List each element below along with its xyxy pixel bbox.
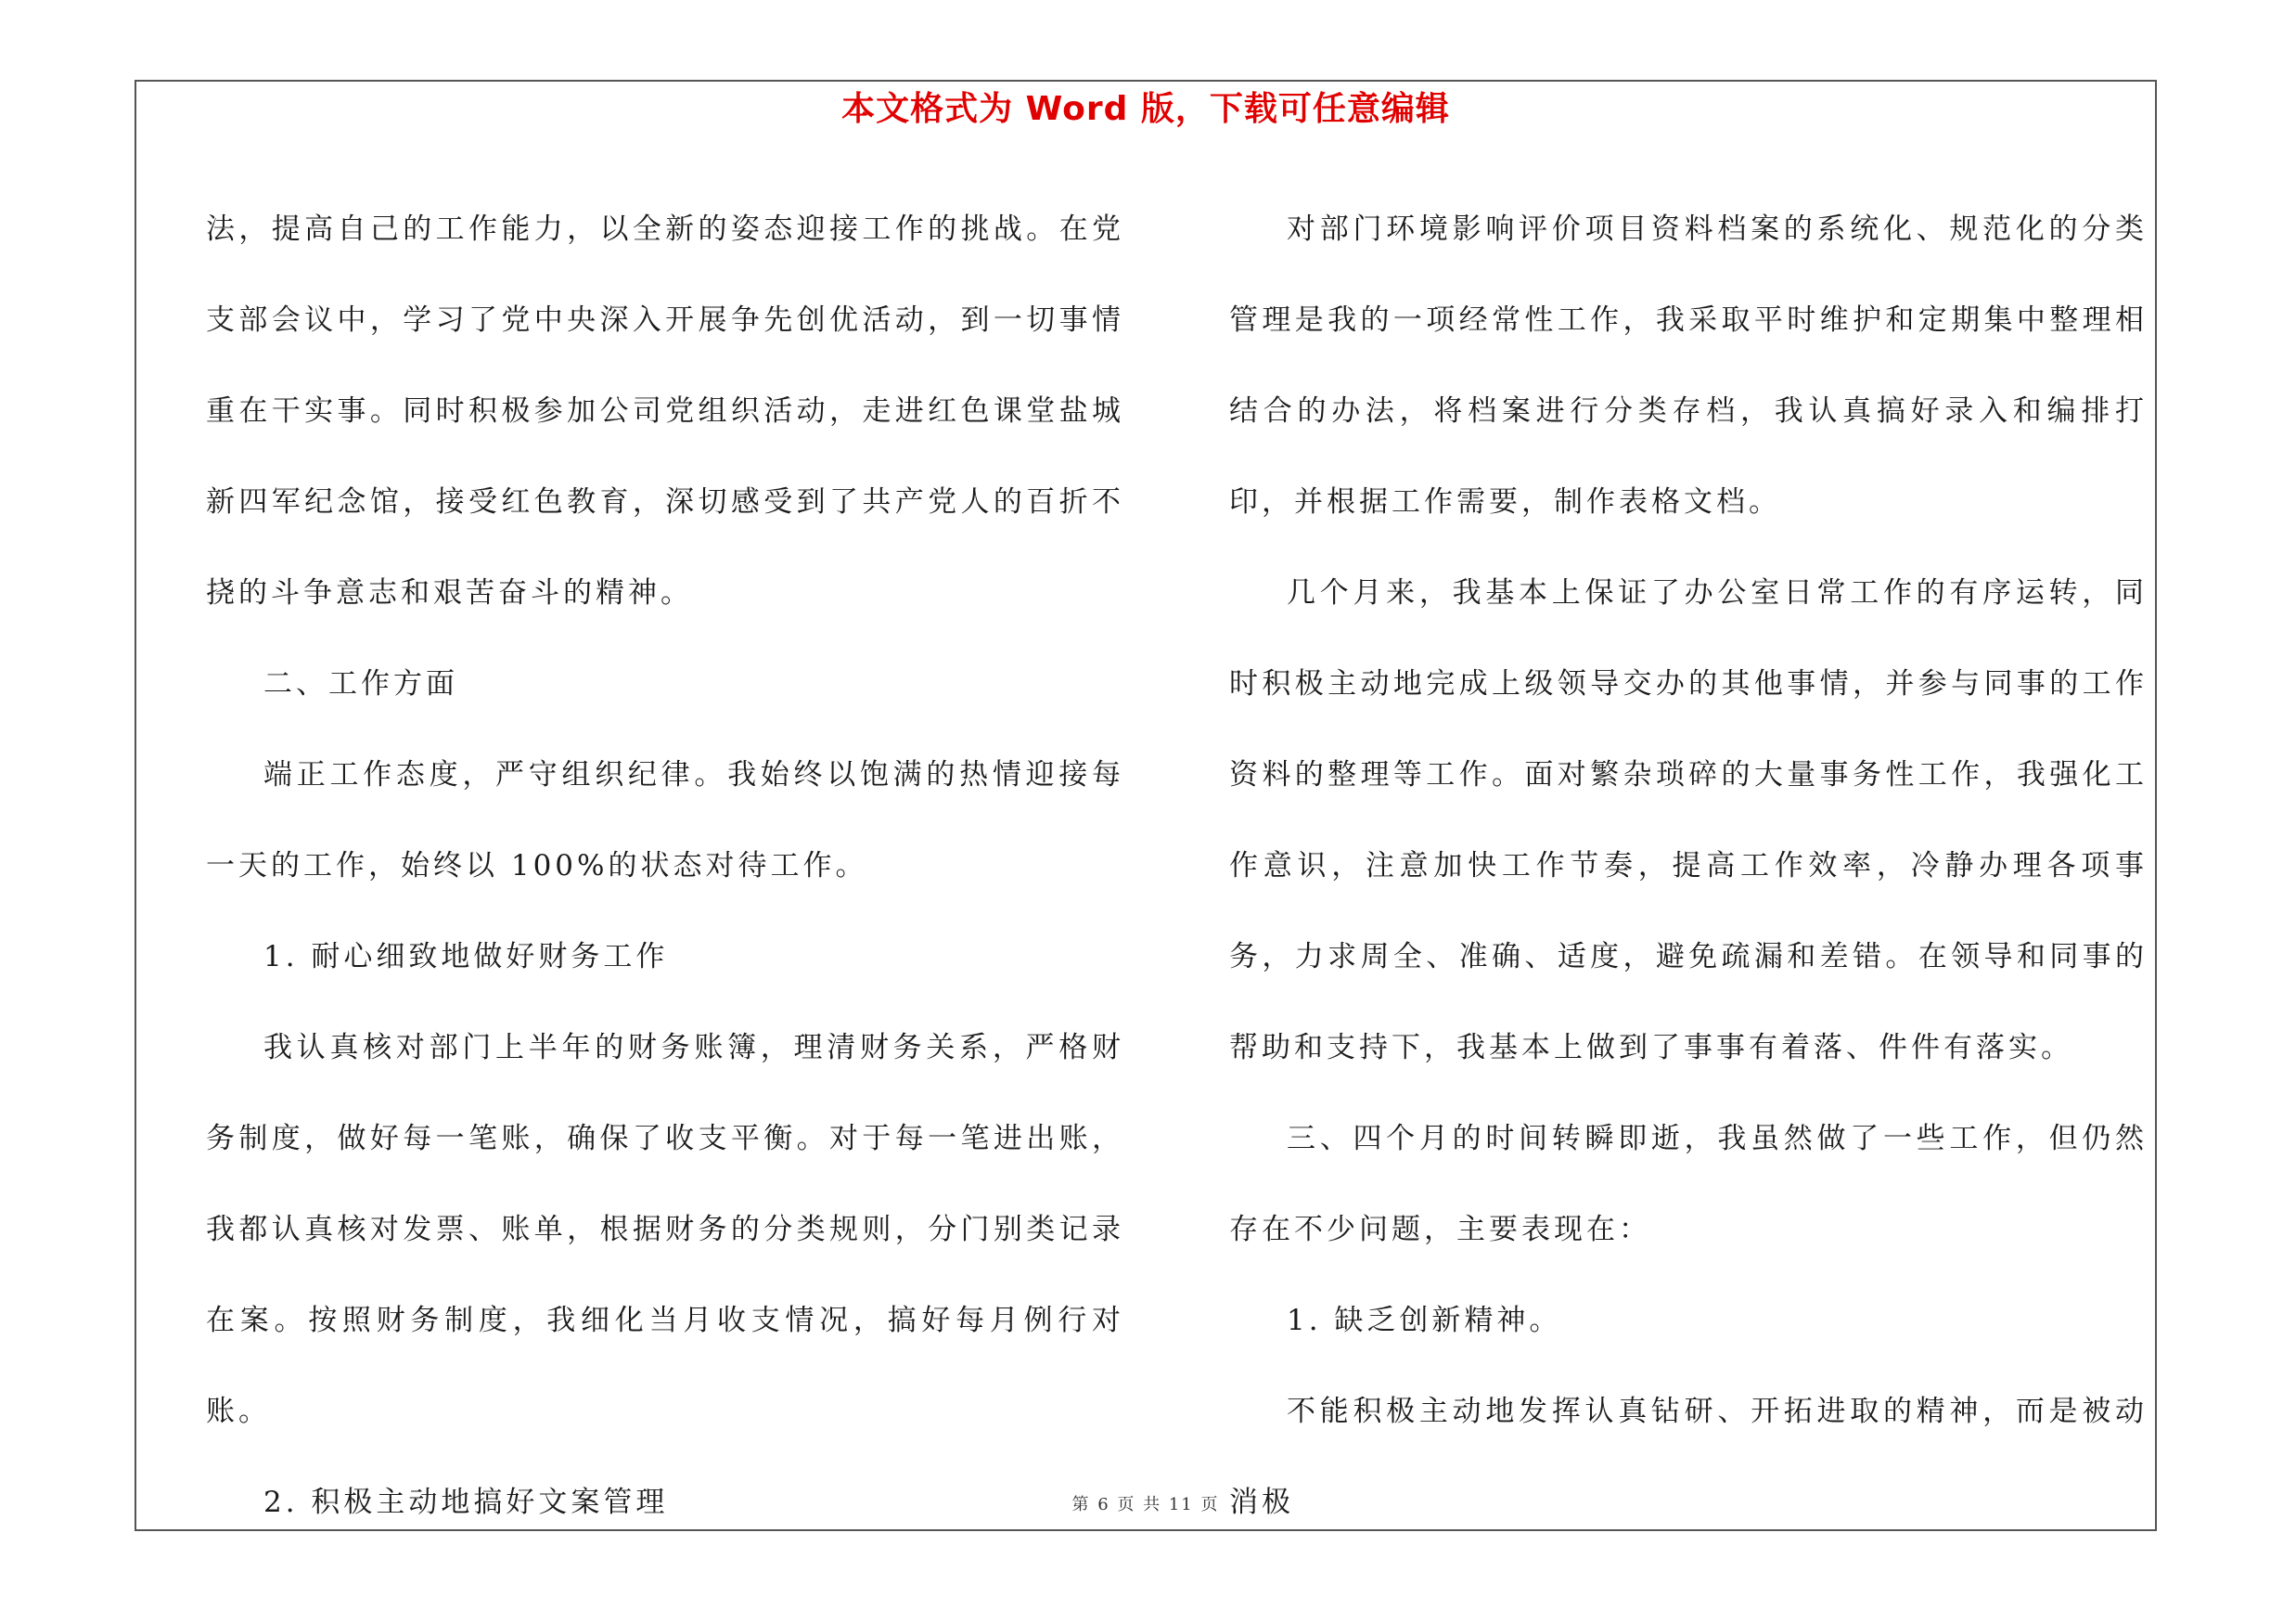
subheading-lack-innovation: 1. 缺乏创新精神。 bbox=[1287, 1304, 1562, 1337]
paragraph-archive-management: 对部门环境影响评价项目资料档案的系统化、规范化的分类管理是我的一项经常性工作，我采取平时维护和定期集中整理相结合的办法，将档案进行分类存档，我认真搞好录入和编排打印，并根据工作需要，制作表格文档。 bbox=[1229, 213, 2148, 519]
paragraph-office-operations: 几个月来，我基本上保证了办公室日常工作的有序运转，同时积极主动地完成上级领导交办的其他事情，并参与同事的工作资料的整理等工作。面对繁杂琐碎的大量事务性工作，我强化工作意识，注意加快工作节奏，提高工作效率，冷静办理各项事务，力求周全、准确、适度，避免疏漏和差错。在领导和同事的帮助和支持下，我基本上做到了事事有着落、件件有落实。 bbox=[1229, 576, 2148, 1064]
right-text-column bbox=[1229, 184, 2148, 1548]
subheading-finance: 1. 耐心细致地做好财务工作 bbox=[263, 940, 669, 973]
paragraph-party-activities: 法，提高自己的工作能力，以全新的姿态迎接工作的挑战。在党支部会议中，学习了党中央深入开展争先创优活动，到一切事情重在干实事。同时积极参加公司党组织活动，走进红色课堂盐城新四军纪念馆，接受红色教育，深切感受到了共产党人的百折不挠的斗争意志和艰苦奋斗的精神。 bbox=[206, 213, 1124, 610]
paragraph-problems-intro: 三、四个月的时间转瞬即逝，我虽然做了一些工作，但仍然存在不少问题，主要表现在： bbox=[1229, 1122, 2148, 1246]
paragraph-work-attitude: 端正工作态度，严守组织纪律。我始终以饱满的热情迎接每一天的工作，始终以 100%的状态对待工作。 bbox=[206, 758, 1124, 882]
section-heading-work: 二、工作方面 bbox=[263, 667, 458, 701]
word-format-banner: 本文格式为 Word 版，下载可任意编辑 bbox=[841, 90, 1450, 128]
subheading-document-management: 2. 积极主动地搞好文案管理 bbox=[263, 1486, 669, 1519]
left-text-column bbox=[206, 184, 1124, 1548]
page-number: 第 6 页 共 11 页 bbox=[1071, 1495, 1220, 1514]
paragraph-lack-initiative: 不能积极主动地发挥认真钻研、开拓进取的精神，而是被动消极 bbox=[1229, 1395, 2148, 1519]
paragraph-finance: 我认真核对部门上半年的财务账簿，理清财务关系，严格财务制度，做好每一笔账，确保了收支平衡。对于每一笔进出账，我都认真核对发票、账单，根据财务的分类规则，分门别类记录在案。按照财务制度，我细化当月收支情况，搞好每月例行对账。 bbox=[206, 1031, 1124, 1428]
